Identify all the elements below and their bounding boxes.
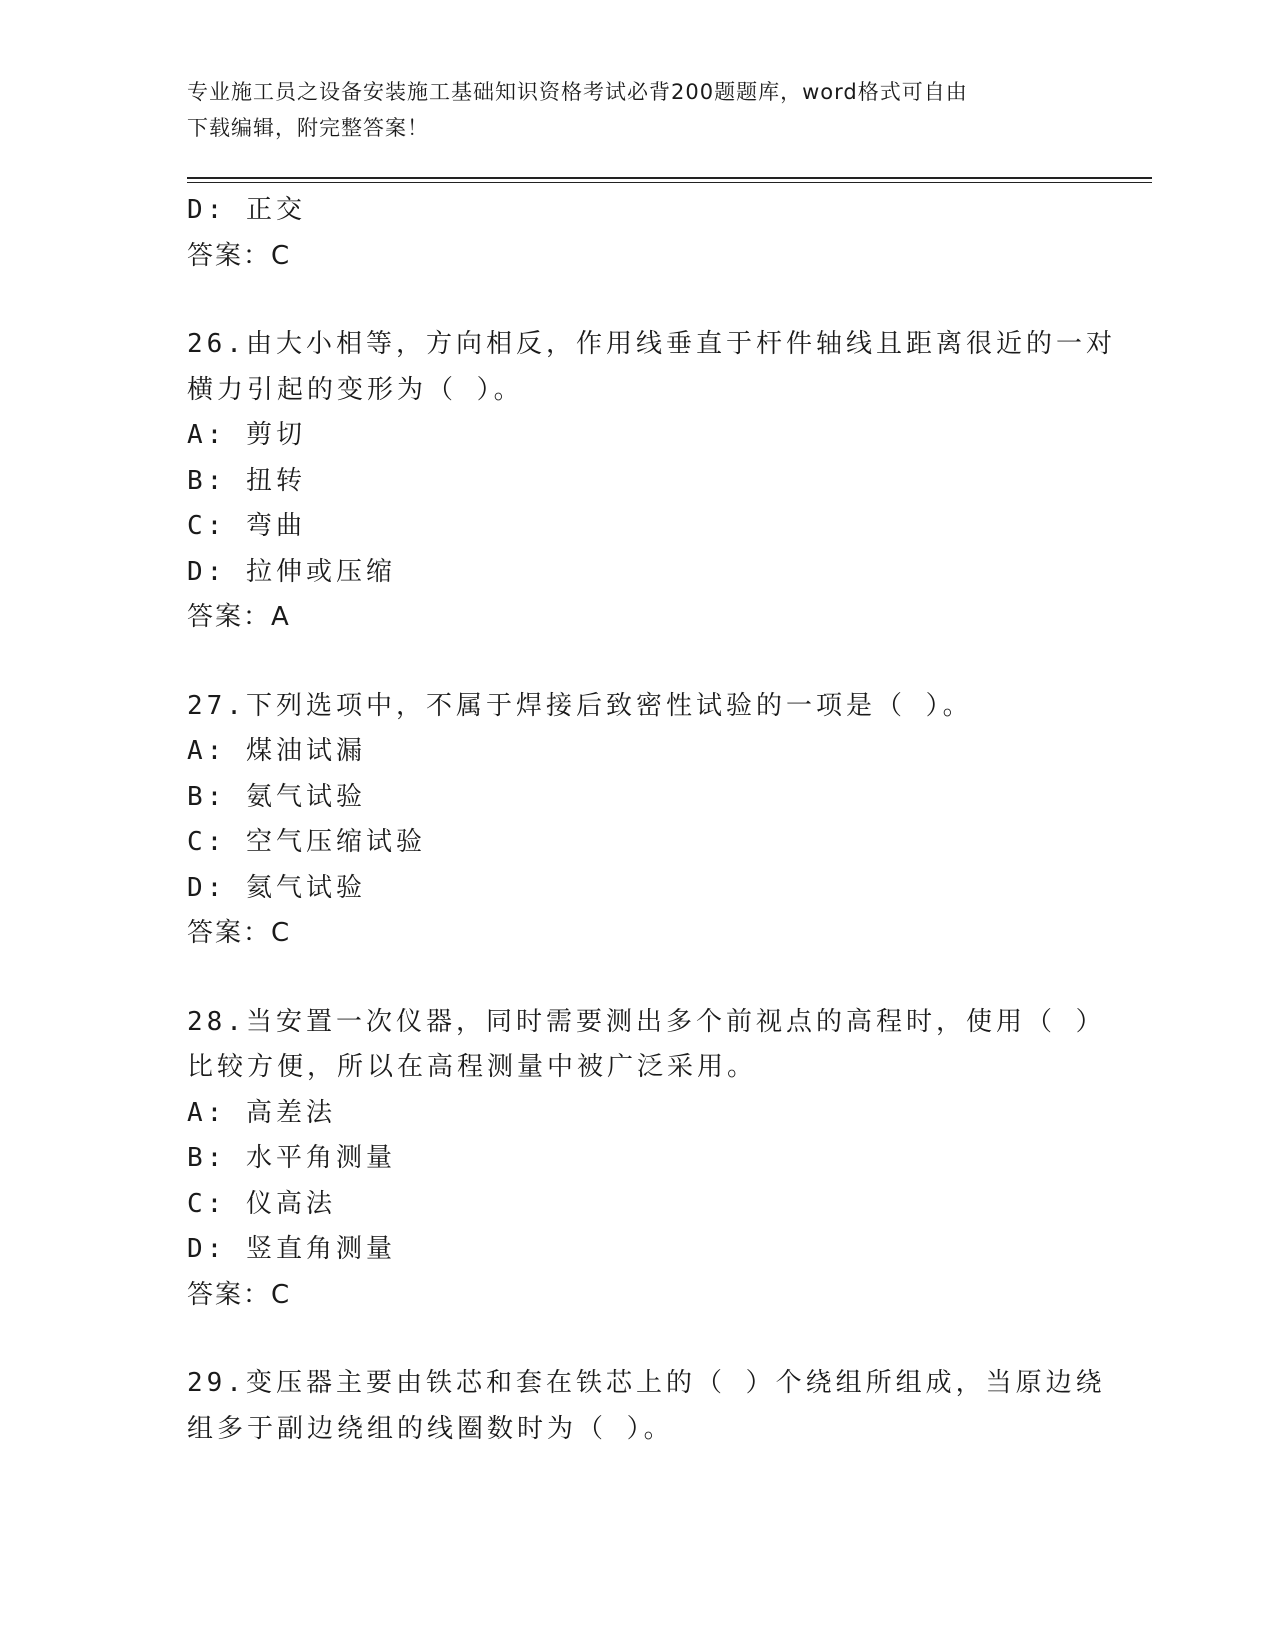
- header-line-1: 专业施工员之设备安装施工基础知识资格考试必背200题题库，word格式可自由: [187, 80, 968, 104]
- question-list: [187, 188, 1116, 1452]
- spacer: [187, 957, 1087, 1000]
- question-28: [187, 1000, 1106, 1319]
- q25-option-d: D: 正交: [187, 195, 306, 225]
- spacer: [187, 641, 1087, 684]
- question-28-stem-1: 28.当安置一次仪器，同时需要测出多个前视点的高程时，使用（ ）: [187, 1006, 1106, 1037]
- header-rule-thick: [187, 177, 1152, 179]
- question-27: [187, 684, 1087, 957]
- question-26-option-b: B: 扭转: [187, 465, 306, 496]
- question-26-option-d: D: 拉伸或压缩: [187, 556, 396, 587]
- question-28-option-b: B: 水平角测量: [187, 1143, 396, 1173]
- question-28-option-a: A: 高差法: [187, 1097, 336, 1128]
- question-26-stem-2: 横力引起的变形为（ ）。: [187, 374, 524, 405]
- question-27-option-c: C: 空气压缩试验: [187, 827, 426, 857]
- question-26-stem-1: 26.由大小相等，方向相反，作用线垂直于杆件轴线且距离很近的一对: [187, 329, 1116, 359]
- question-28-answer: 答案：C: [187, 1279, 292, 1310]
- question-26-answer: 答案：A: [187, 602, 291, 632]
- question-29: [187, 1361, 1106, 1452]
- question-29-stem-2: 组多于副边绕组的线圈数时为（ ）。: [187, 1413, 674, 1444]
- question-26-option-a: A: 剪切: [187, 420, 306, 450]
- question-28-option-c: C: 仪高法: [187, 1188, 336, 1219]
- q25-answer: 答案：C: [187, 240, 292, 271]
- spacer: [187, 1318, 1087, 1361]
- question-28-stem-2: 比较方便，所以在高程测量中被广泛采用。: [187, 1052, 758, 1082]
- question-29-stem-1: 29.变压器主要由铁芯和套在铁芯上的（ ）个绕组所组成，当原边绕: [187, 1368, 1106, 1398]
- question-27-option-a: A: 煤油试漏: [187, 736, 366, 766]
- question-26-option-c: C: 弯曲: [187, 511, 306, 541]
- question-28-option-d: D: 竖直角测量: [187, 1234, 396, 1264]
- question-27-stem-1: 27.下列选项中，不属于焊接后致密性试验的一项是（ ）。: [187, 690, 973, 721]
- question-26: [187, 322, 1116, 641]
- header-rule-thin: [187, 182, 1152, 183]
- question-27-option-b: B: 氨气试验: [187, 781, 366, 812]
- question-27-answer: 答案：C: [187, 918, 292, 948]
- question-27-option-d: D: 氦气试验: [187, 872, 366, 903]
- spacer: [187, 279, 1087, 322]
- document-header: [187, 74, 1067, 146]
- header-line-2: 下载编辑，附完整答案！: [187, 116, 429, 140]
